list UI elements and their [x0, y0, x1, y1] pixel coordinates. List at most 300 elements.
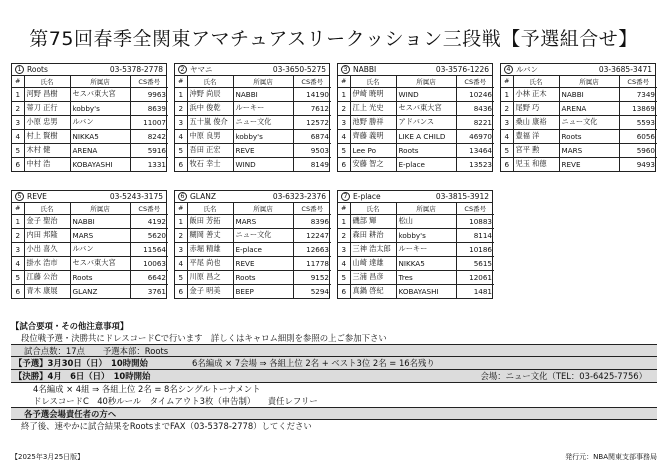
seat-number: 1	[501, 87, 513, 101]
table-row	[12, 157, 168, 171]
player-table	[12, 76, 168, 171]
venue-block	[11, 190, 167, 299]
player-name: 内田 邦隆	[24, 228, 70, 242]
seat-number: 2	[175, 228, 187, 242]
column-header: #	[178, 204, 184, 213]
table-row	[175, 157, 331, 171]
venue-number: 3	[341, 65, 350, 74]
player-name: 磯部 輝	[350, 214, 396, 228]
column-header: 氏名	[350, 76, 396, 87]
seat-number: 1	[338, 214, 350, 228]
cs-number: 10063	[130, 256, 168, 270]
venue-number: 6	[178, 192, 187, 201]
cs-number: 5294	[293, 284, 331, 298]
player-club: NIKKA5	[396, 256, 456, 270]
venue-number: 5	[15, 192, 24, 201]
player-name: 青木 康展	[24, 284, 70, 298]
table-row	[175, 115, 331, 129]
player-name: 真鍋 啓紀	[350, 284, 396, 298]
player-name: 河野 昌樹	[24, 87, 70, 101]
column-header: 所属店	[233, 203, 293, 214]
player-name: 飯田 芳拓	[187, 214, 233, 228]
cs-number: 10883	[456, 214, 494, 228]
footer	[11, 452, 657, 462]
player-club: ARENA	[559, 101, 619, 115]
table-row	[175, 284, 331, 298]
venue-block	[337, 190, 493, 299]
player-club: kobby's	[233, 129, 293, 143]
venue-number: 7	[341, 192, 350, 201]
seat-number: 2	[12, 101, 24, 115]
venue-header	[175, 191, 329, 203]
column-header: #	[15, 204, 21, 213]
player-club: NABBI	[233, 87, 293, 101]
player-club: ニュー文化	[559, 115, 619, 129]
table-row	[175, 228, 331, 242]
player-name: 村上 賢樹	[24, 129, 70, 143]
column-header: CS番号	[619, 76, 657, 87]
venue-block	[174, 190, 330, 299]
player-club: セスバ東大宮	[70, 87, 130, 101]
player-name: 蒂刀 正行	[24, 101, 70, 115]
seat-number: 5	[175, 143, 187, 157]
seat-number: 1	[12, 214, 24, 228]
player-name: 伊崎 暁明	[350, 87, 396, 101]
table-row	[12, 228, 168, 242]
player-name: 木村 健	[24, 143, 70, 157]
column-header: 所属店	[396, 203, 456, 214]
player-name: 齊藤 義明	[350, 129, 396, 143]
player-table	[338, 203, 494, 298]
cs-number: 5960	[619, 143, 657, 157]
seat-number: 4	[338, 256, 350, 270]
seat-number: 3	[175, 115, 187, 129]
player-name: 糊岡 善丈	[187, 228, 233, 242]
venue-header	[175, 64, 329, 76]
seat-number: 6	[338, 284, 350, 298]
venue-block	[500, 63, 656, 172]
player-club: Roots	[233, 270, 293, 284]
seat-number: 3	[12, 115, 24, 129]
column-header: 所属店	[233, 76, 293, 87]
column-header: 所属店	[70, 203, 130, 214]
player-name: 吾田 正宏	[187, 143, 233, 157]
player-name: Lee Po	[350, 143, 396, 157]
prelim-label: 【予選】3月30日（日） 10時開始	[14, 358, 148, 368]
table-row	[338, 256, 494, 270]
table-row	[175, 129, 331, 143]
player-name: 金子 聖治	[24, 214, 70, 228]
table-row	[338, 157, 494, 171]
column-header: 氏名	[24, 76, 70, 87]
player-name: 三浦 昌彦	[350, 270, 396, 284]
venue-phone: 03-3576-1226	[435, 65, 489, 74]
seat-number: 2	[175, 101, 187, 115]
cs-number: 8396	[293, 214, 331, 228]
table-row	[12, 87, 168, 101]
table-row	[338, 242, 494, 256]
cs-number: 1331	[130, 157, 168, 171]
final-detail-1: 4名編成 × 4組 ⇒ 各組上位 2名 = 8名シングルトーナメント	[33, 384, 261, 394]
player-name: 江上 光史	[350, 101, 396, 115]
publisher-label: 発行元：NBA関東支部事務局	[565, 453, 657, 461]
venue-block	[174, 63, 330, 172]
seat-number: 3	[338, 242, 350, 256]
player-club: GLANZ	[70, 284, 130, 298]
player-club: Tres	[396, 270, 456, 284]
seat-number: 1	[175, 87, 187, 101]
seat-number: 3	[175, 242, 187, 256]
seat-number: 1	[338, 87, 350, 101]
player-club: WIND	[396, 87, 456, 101]
player-club: Roots	[396, 143, 456, 157]
player-name: 山崎 達雄	[350, 256, 396, 270]
player-name: 沖野 尚辰	[187, 87, 233, 101]
venue-header	[338, 64, 492, 76]
table-row	[175, 256, 331, 270]
seat-number: 4	[12, 256, 24, 270]
table-row	[501, 87, 657, 101]
column-header: 氏名	[513, 76, 559, 87]
cs-number: 9503	[293, 143, 331, 157]
player-club: NIKKA5	[70, 129, 130, 143]
seat-number: 4	[338, 129, 350, 143]
cs-number: 11778	[293, 256, 331, 270]
player-club: REVE	[559, 157, 619, 171]
cs-number: 12247	[293, 228, 331, 242]
table-row	[12, 242, 168, 256]
final-detail-2: ドレスコードC 40秒ルール タイムアウト3枚（申告制） 責任レフリー	[33, 396, 318, 406]
cs-number: 10186	[456, 242, 494, 256]
table-row	[501, 101, 657, 115]
player-club: E-place	[233, 242, 293, 256]
table-row	[501, 129, 657, 143]
player-name: 桑山 康裕	[513, 115, 559, 129]
player-name: 中村 浩	[24, 157, 70, 171]
player-name: 小出 喜久	[24, 242, 70, 256]
player-name: 五十嵐 俊介	[187, 115, 233, 129]
managers-label: 各予選会場責任者の方へ	[24, 408, 117, 419]
column-header: 氏名	[187, 203, 233, 214]
cs-number: 13869	[619, 101, 657, 115]
seat-number: 2	[338, 228, 350, 242]
cs-number: 12061	[456, 270, 494, 284]
venue-name: Roots	[27, 65, 48, 74]
player-name: 浜中 俊乾	[187, 101, 233, 115]
managers-detail: 終了後、速やかに試合結果をRootsまでFAX（03-5378-2778）してください	[21, 421, 312, 431]
player-club: BEEP	[233, 284, 293, 298]
final-venue: 会場：ニュー文化（TEL：03-6425-7756）	[480, 371, 647, 381]
venue-header	[12, 191, 166, 203]
seat-number: 2	[501, 101, 513, 115]
player-table	[175, 76, 331, 171]
venue-block	[337, 63, 493, 172]
table-row	[338, 101, 494, 115]
venue-name: REVE	[27, 192, 47, 201]
player-club: KOBAYASHI	[396, 284, 456, 298]
seat-number: 3	[12, 242, 24, 256]
player-club: MARS	[233, 214, 293, 228]
cs-number: 9963	[130, 87, 168, 101]
player-club: アドバンス	[396, 115, 456, 129]
seat-number: 6	[175, 284, 187, 298]
venue-header	[12, 64, 166, 76]
seat-number: 5	[338, 270, 350, 284]
table-row	[501, 143, 657, 157]
cs-number: 8149	[293, 157, 331, 171]
player-club: kobby's	[70, 101, 130, 115]
managers-bar	[11, 407, 657, 420]
player-club: REVE	[233, 256, 293, 270]
player-table	[12, 203, 168, 298]
player-name: 森田 耕治	[350, 228, 396, 242]
venue-phone: 03-5378-2778	[109, 65, 163, 74]
player-name: 小林 正木	[513, 87, 559, 101]
seat-number: 5	[12, 270, 24, 284]
cs-number: 8114	[456, 228, 494, 242]
venue-number: 2	[178, 65, 187, 74]
player-name: 宮平 勲	[513, 143, 559, 157]
column-header: #	[341, 77, 347, 86]
player-name: 三神 浩太郎	[350, 242, 396, 256]
player-club: REVE	[233, 143, 293, 157]
table-row	[338, 270, 494, 284]
table-row	[338, 228, 494, 242]
cs-number: 14190	[293, 87, 331, 101]
cs-number: 4192	[130, 214, 168, 228]
player-club: ルーキー	[396, 242, 456, 256]
seat-number: 2	[338, 101, 350, 115]
table-row	[501, 157, 657, 171]
cs-number: 7612	[293, 101, 331, 115]
column-header: #	[504, 77, 510, 86]
player-name: 牧石 幸士	[187, 157, 233, 171]
dress-code-note: 段位戦予選・決勝共にドレスコードCで行います 詳しくはキャロム細則を参照の上ご参加下さい	[21, 333, 387, 343]
player-club: NABBI	[70, 214, 130, 228]
player-name: 川原 昌之	[187, 270, 233, 284]
column-header: 所属店	[70, 76, 130, 87]
cs-number: 12572	[293, 115, 331, 129]
points-bar	[11, 344, 657, 357]
venue-number: 1	[15, 65, 24, 74]
venue-name: NABBI	[353, 65, 377, 74]
player-table	[501, 76, 657, 171]
seat-number: 6	[12, 157, 24, 171]
player-club: kobby's	[396, 228, 456, 242]
table-row	[338, 129, 494, 143]
venue-phone: 03-3685-3471	[598, 65, 652, 74]
player-name: 尾野 巧	[513, 101, 559, 115]
table-row	[338, 214, 494, 228]
player-name: 赤堀 精雄	[187, 242, 233, 256]
table-row	[175, 214, 331, 228]
table-row	[175, 143, 331, 157]
cs-number: 5620	[130, 228, 168, 242]
player-name: 掛水 浩市	[24, 256, 70, 270]
column-header: 氏名	[187, 76, 233, 87]
player-club: ルバン	[70, 115, 130, 129]
table-row	[338, 115, 494, 129]
cs-number: 5593	[619, 115, 657, 129]
column-header: CS番号	[130, 76, 168, 87]
seat-number: 2	[12, 228, 24, 242]
venue-phone: 03-5243-3175	[109, 192, 163, 201]
seat-number: 6	[175, 157, 187, 171]
final-label: 【決勝】4月 6日（日） 10時開始	[14, 371, 151, 381]
player-club: ルーキー	[233, 101, 293, 115]
cs-number: 1481	[456, 284, 494, 298]
version-label: 【2025年3月25日版】	[11, 453, 85, 461]
seat-number: 5	[175, 270, 187, 284]
player-club: ルバン	[70, 242, 130, 256]
cs-number: 7349	[619, 87, 657, 101]
cs-number: 8639	[130, 101, 168, 115]
table-row	[501, 115, 657, 129]
venue-name: ルバン	[516, 65, 538, 74]
seat-number: 4	[501, 129, 513, 143]
player-name: 池野 勝祥	[350, 115, 396, 129]
player-club: ニュー文化	[233, 115, 293, 129]
venue-name: GLANZ	[190, 192, 217, 201]
cs-number: 3761	[130, 284, 168, 298]
cs-number: 12663	[293, 242, 331, 256]
points-label: 試合点数：17点	[24, 345, 85, 356]
cs-number: 8221	[456, 115, 494, 129]
venue-block	[11, 63, 167, 172]
player-name: 豊福 洋	[513, 129, 559, 143]
table-row	[12, 143, 168, 157]
table-row	[338, 143, 494, 157]
player-club: E-place	[396, 157, 456, 171]
player-name: 江藤 公治	[24, 270, 70, 284]
column-header: #	[341, 204, 347, 213]
cs-number: 6642	[130, 270, 168, 284]
cs-number: 8436	[456, 101, 494, 115]
table-row	[12, 256, 168, 270]
column-header: 所属店	[559, 76, 619, 87]
cs-number: 11564	[130, 242, 168, 256]
player-name: 平尾 尚也	[187, 256, 233, 270]
player-club: セスバ東大宮	[70, 256, 130, 270]
venue-header	[501, 64, 655, 76]
cs-number: 9493	[619, 157, 657, 171]
column-header: CS番号	[456, 76, 494, 87]
prelim-bar	[11, 357, 657, 370]
seat-number: 4	[175, 129, 187, 143]
venue-row-1	[11, 63, 657, 172]
table-row	[338, 87, 494, 101]
notes-header: 【試合要項・その他注意事項】	[11, 321, 129, 331]
seat-number: 1	[12, 87, 24, 101]
seat-number: 3	[338, 115, 350, 129]
column-header: #	[178, 77, 184, 86]
player-name: 中原 良男	[187, 129, 233, 143]
table-row	[175, 242, 331, 256]
cs-number: 13464	[456, 143, 494, 157]
seat-number: 5	[12, 143, 24, 157]
venue-phone: 03-3815-3912	[435, 192, 489, 201]
column-header: 氏名	[24, 203, 70, 214]
organizer-label: 予選本部：Roots	[102, 345, 169, 356]
venue-phone: 03-3650-5275	[272, 65, 326, 74]
seat-number: 6	[501, 157, 513, 171]
venue-row-2	[11, 190, 657, 299]
player-club: MARS	[559, 143, 619, 157]
venue-phone: 03-6323-2376	[272, 192, 326, 201]
column-header: CS番号	[293, 76, 331, 87]
player-club: KOBAYASHI	[70, 157, 130, 171]
cs-number: 6874	[293, 129, 331, 143]
cs-number: 11007	[130, 115, 168, 129]
player-table	[175, 203, 331, 298]
table-row	[12, 129, 168, 143]
cs-number: 5615	[456, 256, 494, 270]
table-row	[175, 101, 331, 115]
cs-number: 46970	[456, 129, 494, 143]
column-header: #	[15, 77, 21, 86]
column-header: CS番号	[293, 203, 331, 214]
seat-number: 6	[12, 284, 24, 298]
player-name: 児玉 和徳	[513, 157, 559, 171]
table-row	[12, 214, 168, 228]
player-table	[338, 76, 494, 171]
table-row	[175, 87, 331, 101]
seat-number: 5	[338, 143, 350, 157]
player-club: WIND	[233, 157, 293, 171]
page-title: 第75回春季全関東アマチュアスリークッション三段戦【予選組合せ】	[29, 28, 638, 50]
cs-number: 6056	[619, 129, 657, 143]
prelim-detail: 6名編成 × 7会場 ⇒ 各組上位 2名 + ベスト3位 2名 = 16名残り	[192, 358, 435, 368]
player-club: 松山	[396, 214, 456, 228]
column-header: CS番号	[456, 203, 494, 214]
seat-number: 6	[338, 157, 350, 171]
table-row	[12, 115, 168, 129]
cs-number: 8242	[130, 129, 168, 143]
table-row	[175, 270, 331, 284]
player-name: 安藤 智之	[350, 157, 396, 171]
final-bar	[11, 370, 657, 383]
column-header: 氏名	[350, 203, 396, 214]
cs-number: 5916	[130, 143, 168, 157]
player-name: 小原 忠男	[24, 115, 70, 129]
cs-number: 9152	[293, 270, 331, 284]
player-name: 金子 明美	[187, 284, 233, 298]
player-club: ARENA	[70, 143, 130, 157]
table-row	[12, 270, 168, 284]
player-club: Roots	[559, 129, 619, 143]
player-club: Roots	[70, 270, 130, 284]
player-club: LIKE A CHILD	[396, 129, 456, 143]
seat-number: 4	[175, 256, 187, 270]
venue-name: ヤマニ	[190, 65, 213, 74]
column-header: 所属店	[396, 76, 456, 87]
player-club: NABBI	[559, 87, 619, 101]
cs-number: 13523	[456, 157, 494, 171]
player-club: セスバ東大宮	[396, 101, 456, 115]
player-club: MARS	[70, 228, 130, 242]
seat-number: 4	[12, 129, 24, 143]
notes-section	[11, 320, 657, 432]
player-club: ニュー文化	[233, 228, 293, 242]
table-row	[12, 101, 168, 115]
seat-number: 1	[175, 214, 187, 228]
venue-name: E-place	[353, 192, 381, 201]
table-row	[338, 284, 494, 298]
seat-number: 5	[501, 143, 513, 157]
column-header: CS番号	[130, 203, 168, 214]
cs-number: 10246	[456, 87, 494, 101]
venue-number: 4	[504, 65, 513, 74]
